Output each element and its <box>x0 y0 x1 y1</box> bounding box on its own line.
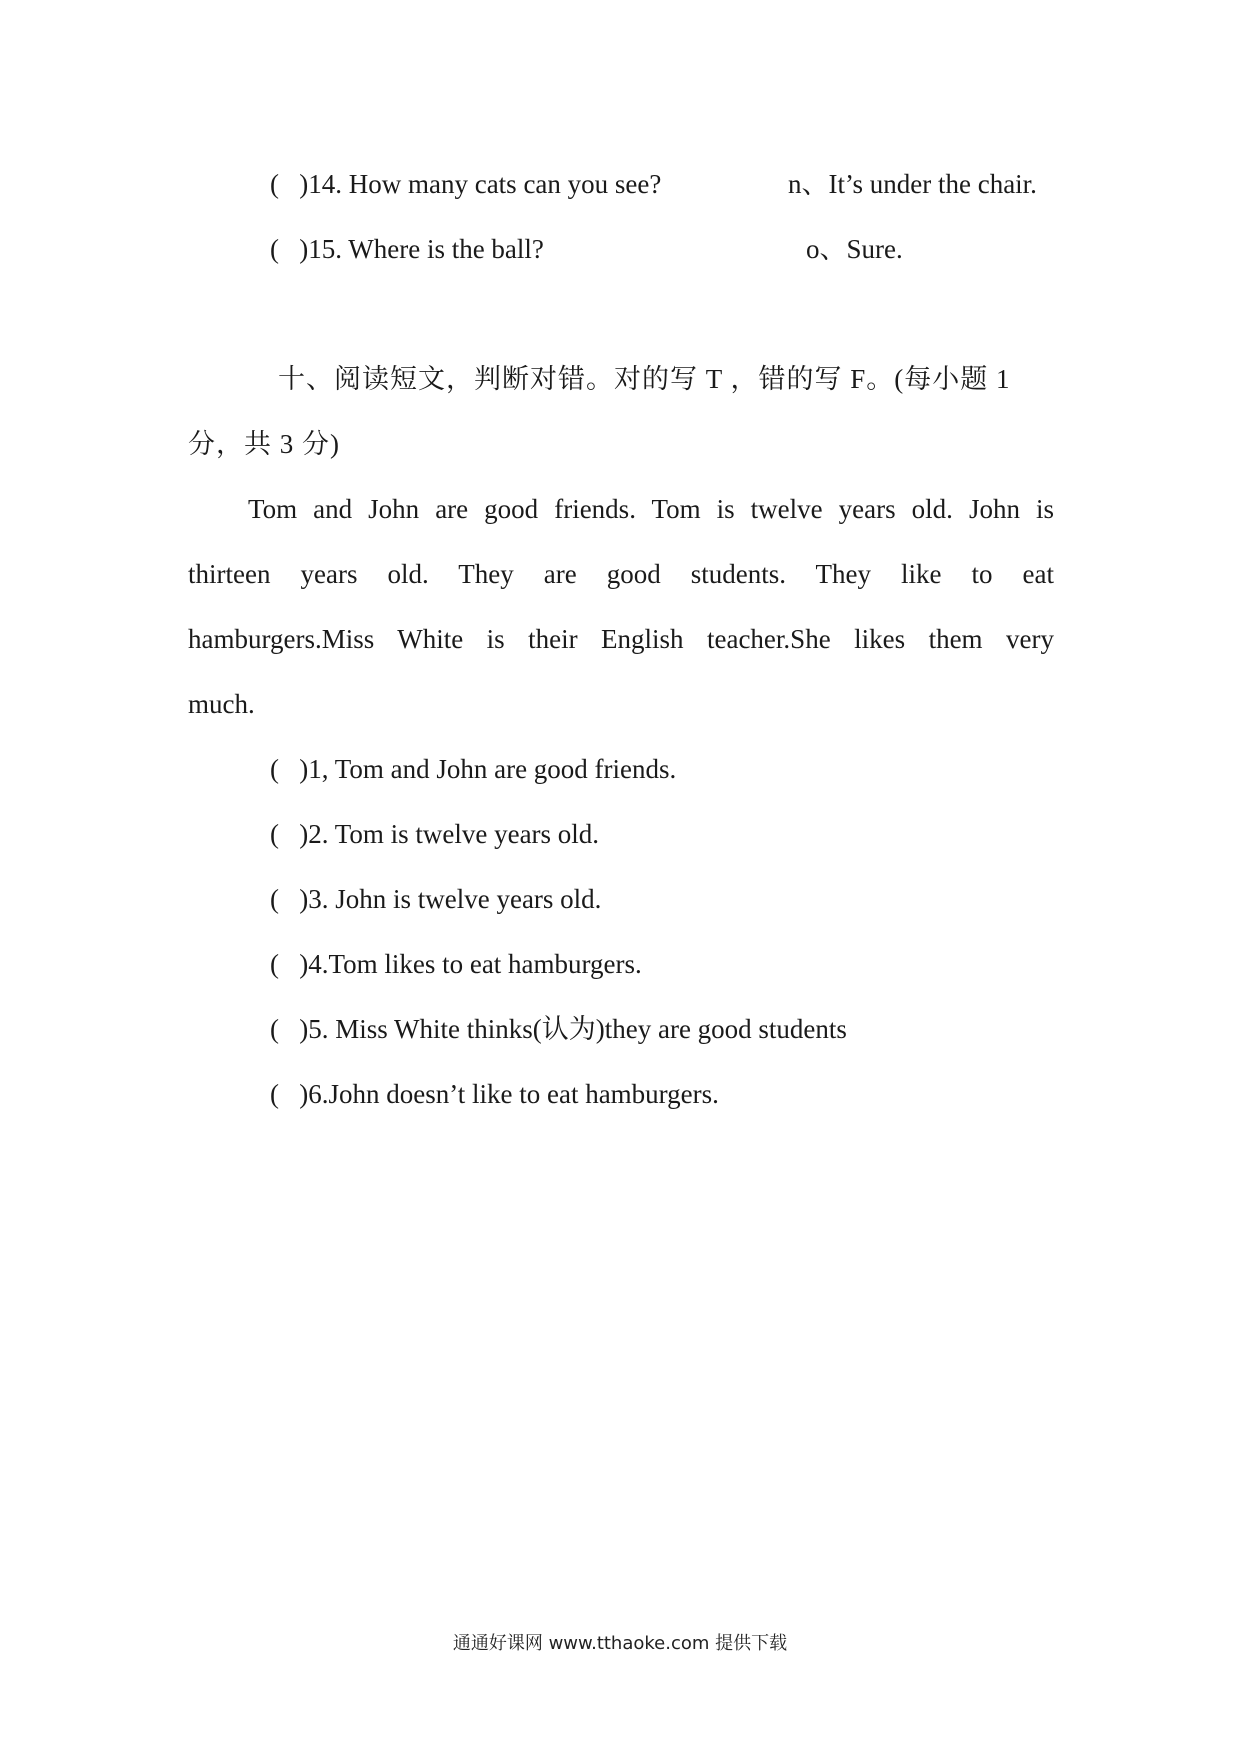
tf-question-3: ( )3. John is twelve years old. <box>270 884 602 914</box>
tf-question-2: ( )2. Tom is twelve years old. <box>270 819 600 849</box>
section-heading-continued: 分，共 3 分) <box>188 429 340 459</box>
matching-answer-n: n、It’s under the chair. <box>788 169 1037 199</box>
passage-line-1: Tom and John are good friends. Tom is twelve years old. John is <box>248 494 1054 524</box>
matching-question-14: ( )14. How many cats can you see? <box>270 169 662 199</box>
tf-question-5: ( )5. Miss White thinks(认为)they are good students <box>270 1014 847 1044</box>
matching-answer-o: o、Sure. <box>806 234 903 264</box>
page-footer: 通通好课网 www.tthaoke.com 提供下载 <box>452 1633 788 1654</box>
passage-line-2: thirteen years old. They are good students. They like to eat <box>188 559 1054 589</box>
tf-question-4: ( )4.Tom likes to eat hamburgers. <box>270 949 642 979</box>
tf-question-6: ( )6.John doesn’t like to eat hamburgers. <box>270 1079 719 1109</box>
passage-line-4: much. <box>188 689 255 719</box>
matching-question-15: ( )15. Where is the ball? <box>270 234 544 264</box>
section-heading: 十、阅读短文，判断对错。对的写 T ，错的写 F。(每小题 1 <box>278 364 1011 394</box>
tf-question-1: ( )1, Tom and John are good friends. <box>270 754 677 784</box>
passage-line-3: hamburgers.Miss White is their English teacher.She likes them very <box>188 624 1054 654</box>
